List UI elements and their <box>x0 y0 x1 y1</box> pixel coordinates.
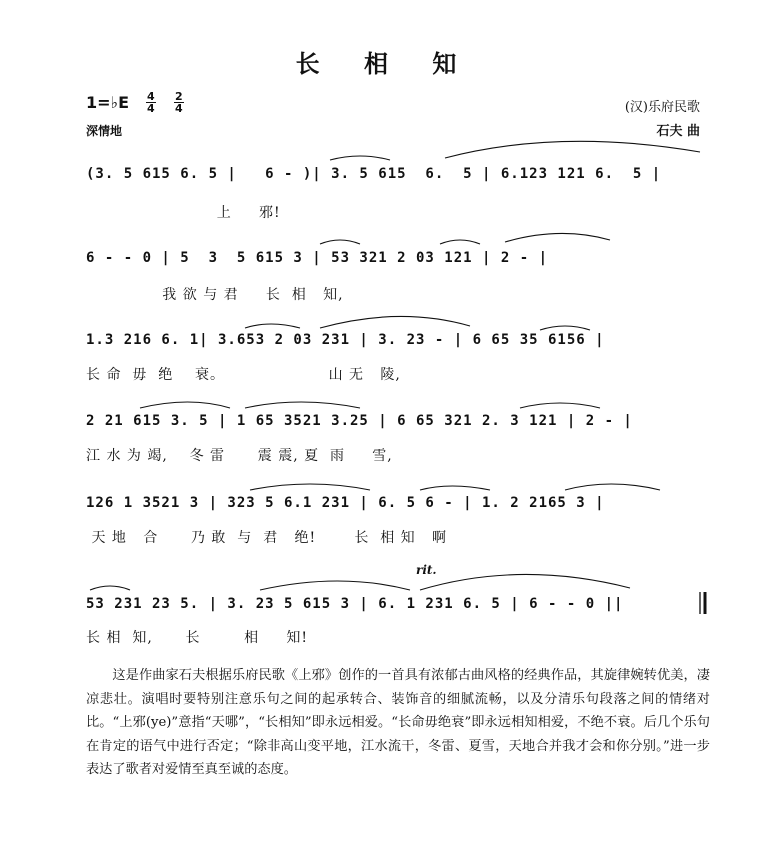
composer-credit: 石夫 曲 <box>656 124 700 139</box>
notation-line-6: 53 231 23 5. | 3. 23 5 615 3 | 6. 1 231 6. 5 | 6 - - 0 || <box>86 596 624 612</box>
song-source: (汉)乐府民歌 <box>624 100 700 115</box>
lyrics-line-6: 长 相 知, 长 相 知! <box>86 630 308 646</box>
time-sig-1-bottom: 4 <box>147 102 155 115</box>
time-signature-4-4 <box>146 91 156 116</box>
key-signature: 1=♭E <box>86 93 130 112</box>
tempo-marking: 深情地 <box>86 124 123 138</box>
time-sig-1-top: 4 <box>147 90 155 103</box>
lyrics-line-5: 天 地 合 乃 敢 与 君 绝! 长 相 知 啊 <box>86 530 448 546</box>
notation-line-4: 2 21 615 3. 5 | 1 65 3521 3.25 | 6 65 321 2. 3 121 | 2 - | <box>86 413 633 429</box>
time-sig-2-top: 2 <box>175 90 183 103</box>
time-signature-2-4 <box>174 91 184 116</box>
time-sig-2-bottom: 4 <box>175 102 183 115</box>
notation-line-2: 6 - - 0 | 5 3 5 615 3 | 53 321 2 03 121 | 2 - | <box>86 250 549 266</box>
lyrics-line-1: 上 邪! <box>86 205 281 221</box>
lyrics-line-4: 江 水 为 竭, 冬 雷 震 震, 夏 雨 雪, <box>86 448 393 464</box>
ritardando-marking: rit. <box>416 563 437 577</box>
notation-line-3: 1.3 216 6. 1| 3.653 2 03 231 | 3. 23 - | 6 65 35 6156 | <box>86 332 605 348</box>
lyrics-line-2: 我 欲 与 君 长 相 知, <box>86 287 344 303</box>
notation-line-1: (3. 5 615 6. 5 | 6 - )| 3. 5 615 6. 5 | 6.123 121 6. 5 | <box>86 166 662 182</box>
notation-line-5: 126 1 3521 3 | 323 5 6.1 231 | 6. 5 6 - | 1. 2 2165 3 | <box>86 495 605 511</box>
description-paragraph: 这是作曲家石夫根据乐府民歌《上邪》创作的一首具有浓郁古曲风格的经典作品，其旋律婉转优美，凄凉悲壮。演唱时要特别注意乐句之间的起承转合、装饰音的细腻流畅，以及分清乐句段落之间的情绪对比。“上邪(ye)”意指“天哪”，“长相知”即永远相爱。“长命毋绝衰”即永远相知相爱，不绝不衰。后几个乐句在肯定的语气中进行否定；“除非高山变平地，江水流干，冬雷、夏雪，天地合并我才会和你分别。”进一步表达了歌者对爱情至真至诚的态度。 <box>86 668 710 777</box>
lyrics-line-3: 长 命 毋 绝 衰。 山 无 陵, <box>86 367 401 383</box>
song-title: 长 相 知 <box>295 50 475 78</box>
